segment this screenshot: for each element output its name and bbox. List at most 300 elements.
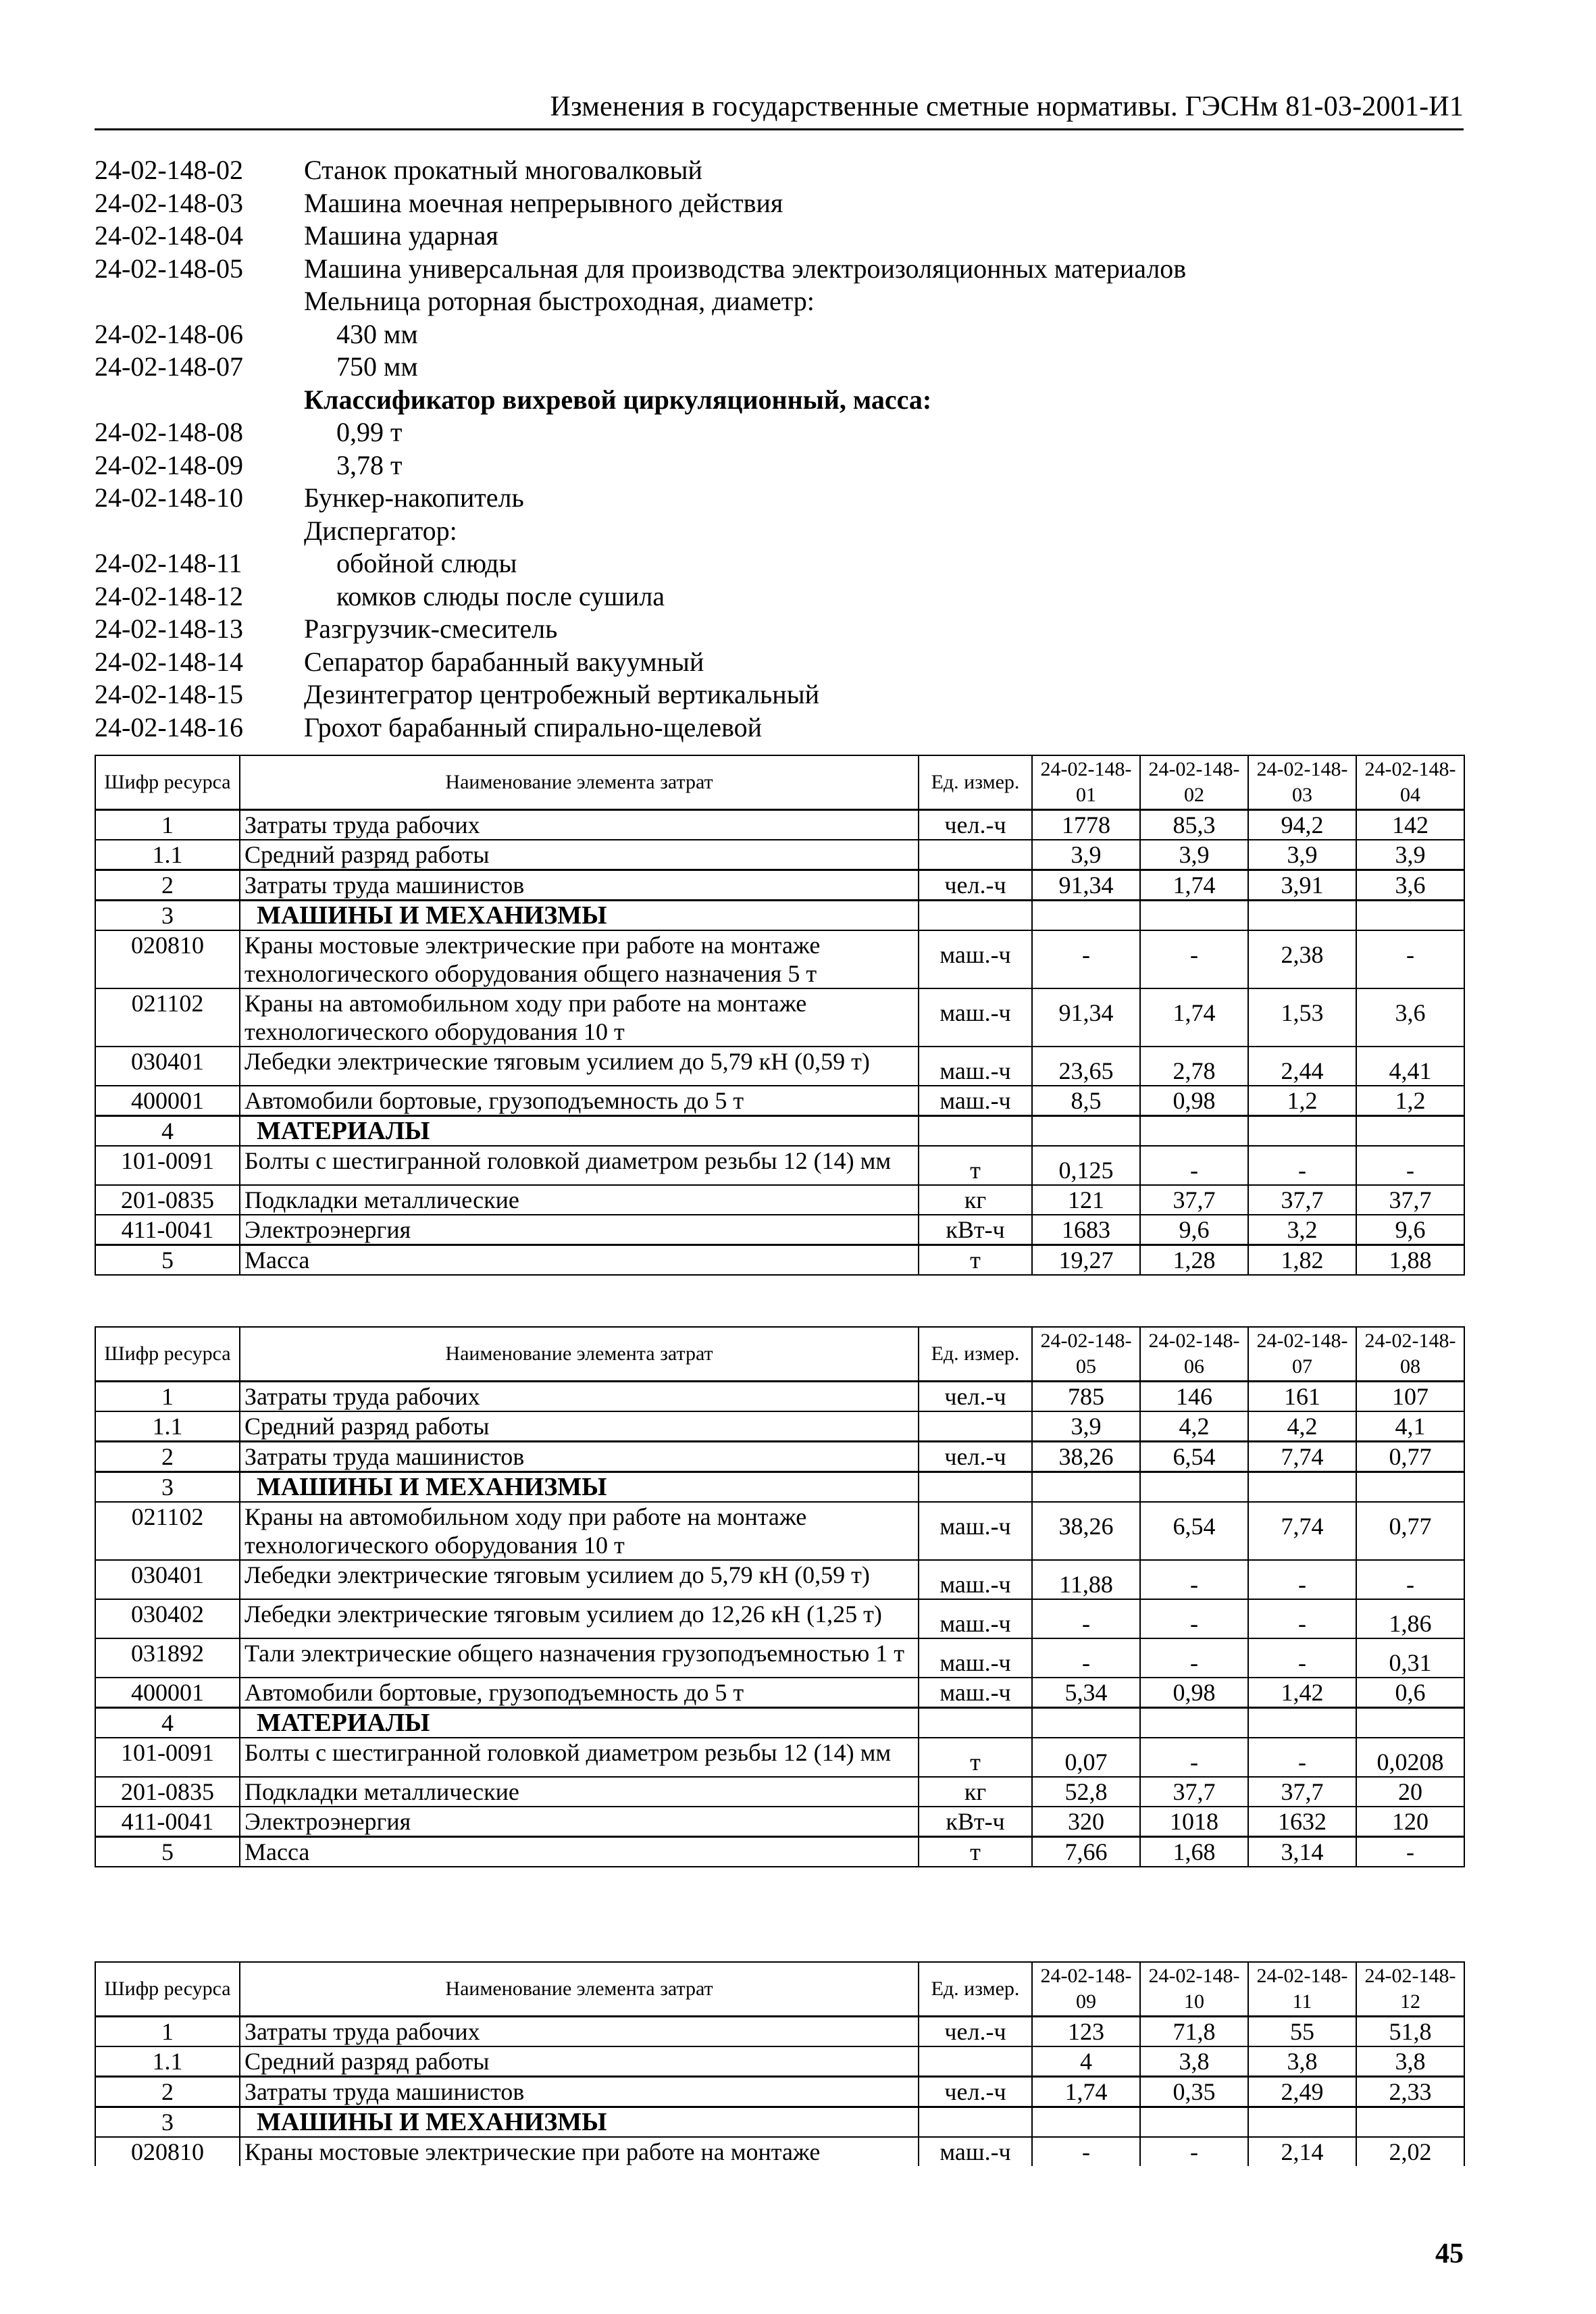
list-item-code: 24-02-148-13 [95, 613, 243, 644]
row-code: 030401 [95, 1560, 240, 1599]
row-value [1356, 2107, 1464, 2138]
table-row [95, 1411, 1464, 1442]
table-row [95, 1215, 1464, 1245]
row-code: 3 [95, 1472, 240, 1503]
table-row [95, 2107, 1464, 2138]
row-value: 71,8 [1140, 2017, 1248, 2047]
row-name: Тали электрические общего назначения грузоподъемностью 1 т [240, 1638, 919, 1678]
row-value: 3,14 [1248, 1837, 1356, 1867]
row-value: 38,26 [1032, 1502, 1140, 1560]
row-name: Средний разряд работы [240, 1411, 919, 1442]
row-name: Затраты труда машинистов [240, 1442, 919, 1472]
row-value: 2,38 [1248, 930, 1356, 988]
header-column-code: 24-02-148-01 [1032, 755, 1140, 810]
row-value: - [1140, 1599, 1248, 1638]
row-value: 51,8 [1356, 2017, 1464, 2047]
row-unit: кг [919, 1777, 1032, 1807]
header-column-code: 24-02-148-11 [1248, 1962, 1356, 2017]
row-value [1032, 901, 1140, 931]
row-unit: чел.-ч [919, 2077, 1032, 2107]
row-name: Подкладки металлические [240, 1185, 919, 1215]
table-row [95, 1708, 1464, 1738]
row-unit: маш.-ч [919, 988, 1032, 1047]
list-item-code: 24-02-148-16 [95, 711, 243, 743]
list-item-name: Станок прокатный многовалковый [304, 155, 702, 185]
row-unit [919, 1708, 1032, 1738]
table-row [95, 1777, 1464, 1807]
row-name: МАШИНЫ И МЕХАНИЗМЫ [240, 2107, 919, 2138]
row-value: 37,7 [1356, 1185, 1464, 1215]
row-value: 0,0208 [1356, 1738, 1464, 1777]
list-item-name: Диспергатор: [304, 515, 457, 546]
table-row [95, 1738, 1464, 1777]
row-unit: чел.-ч [919, 810, 1032, 840]
row-value: 123 [1032, 2017, 1140, 2047]
table-row [95, 1807, 1464, 1837]
row-name: МАШИНЫ И МЕХАНИЗМЫ [240, 901, 919, 931]
row-code: 101-0091 [95, 1146, 240, 1185]
list-item-name: Мельница роторная быстроходная, диаметр: [304, 286, 815, 316]
row-value: 146 [1140, 1382, 1248, 1412]
row-unit: маш.-ч [919, 930, 1032, 988]
list-item [95, 253, 1464, 286]
row-unit [919, 1116, 1032, 1147]
row-value: 3,8 [1356, 2046, 1464, 2077]
row-value: 3,8 [1140, 2046, 1248, 2077]
page-number: 45 [1435, 2238, 1464, 2269]
list-item-code [95, 384, 304, 417]
row-name: Затраты труда машинистов [240, 2077, 919, 2107]
row-value: - [1248, 1146, 1356, 1185]
row-value: 4,41 [1356, 1047, 1464, 1086]
list-item-code [95, 515, 304, 548]
row-value: 1,88 [1356, 1245, 1464, 1276]
row-value: 1,2 [1356, 1086, 1464, 1116]
row-value [1248, 901, 1356, 931]
header-column-code: 24-02-148-12 [1356, 1962, 1464, 2017]
header-column-code: 24-02-148-10 [1140, 1962, 1248, 2017]
row-value: - [1248, 1638, 1356, 1678]
row-value: 23,65 [1032, 1047, 1140, 1086]
row-value: 11,88 [1032, 1560, 1140, 1599]
row-value: 3,6 [1356, 988, 1464, 1047]
row-value: 161 [1248, 1382, 1356, 1412]
row-value: 2,49 [1248, 2077, 1356, 2107]
row-unit: маш.-ч [919, 1502, 1032, 1560]
row-value: 7,74 [1248, 1502, 1356, 1560]
list-item-code: 24-02-148-03 [95, 187, 243, 218]
row-value: 37,7 [1248, 1777, 1356, 1807]
row-code: 1 [95, 1382, 240, 1412]
row-value: 20 [1356, 1777, 1464, 1807]
row-name: Краны на автомобильном ходу при работе на монтаже технологического оборудования 10 т [240, 1502, 919, 1560]
row-code: 3 [95, 2107, 240, 2138]
row-code: 400001 [95, 1086, 240, 1116]
row-value: 1,28 [1140, 1245, 1248, 1276]
row-value: 1,68 [1140, 1837, 1248, 1867]
row-unit: т [919, 1146, 1032, 1185]
table-row [95, 1382, 1464, 1412]
list-item [95, 384, 1464, 417]
row-value: 1,74 [1032, 2077, 1140, 2107]
row-value: 3,8 [1248, 2046, 1356, 2077]
row-value [1356, 1708, 1464, 1738]
row-name: Лебедки электрические тяговым усилием до 5,79 кН (0,59 т) [240, 1047, 919, 1086]
row-value: 7,66 [1032, 1837, 1140, 1867]
row-value: 2,02 [1356, 2137, 1464, 2166]
row-value: 320 [1032, 1807, 1140, 1837]
row-value: 6,54 [1140, 1502, 1248, 1560]
row-code: 020810 [95, 930, 240, 988]
list-item-code: 24-02-148-12 [95, 580, 243, 611]
row-value: 85,3 [1140, 810, 1248, 840]
row-code: 400001 [95, 1678, 240, 1708]
row-value [1032, 1472, 1140, 1503]
row-value: 37,7 [1248, 1185, 1356, 1215]
row-value: 3,9 [1140, 840, 1248, 870]
row-unit: кг [919, 1185, 1032, 1215]
row-code: 1.1 [95, 2046, 240, 2077]
list-item-code: 24-02-148-02 [95, 155, 243, 185]
table-row [95, 2077, 1464, 2107]
row-value: 2,78 [1140, 1047, 1248, 1086]
row-value: 38,26 [1032, 1442, 1140, 1472]
row-unit: маш.-ч [919, 1599, 1032, 1638]
row-unit: чел.-ч [919, 1382, 1032, 1412]
row-unit: т [919, 1245, 1032, 1276]
row-value [1032, 1708, 1140, 1738]
list-item [95, 449, 1464, 482]
row-value: 2,14 [1248, 2137, 1356, 2166]
table-row [95, 2017, 1464, 2047]
row-value: 1,82 [1248, 1245, 1356, 1276]
row-value: 0,77 [1356, 1502, 1464, 1560]
row-value: 52,8 [1032, 1777, 1140, 1807]
row-unit [919, 840, 1032, 870]
row-name: Затраты труда рабочих [240, 810, 919, 840]
list-item [95, 613, 1464, 646]
row-value: 3,91 [1248, 870, 1356, 901]
row-unit: кВт-ч [919, 1215, 1032, 1245]
list-item-code: 24-02-148-11 [95, 548, 242, 578]
cost-table-2 [95, 1326, 1465, 1867]
row-value: 0,77 [1356, 1442, 1464, 1472]
row-value: 19,27 [1032, 1245, 1140, 1276]
row-code: 031892 [95, 1638, 240, 1678]
row-value: 91,34 [1032, 870, 1140, 901]
row-name: Средний разряд работы [240, 840, 919, 870]
row-name: Болты с шестигранной головкой диаметром резьбы 12 (14) мм [240, 1738, 919, 1777]
list-item-name: 750 мм [336, 351, 418, 382]
list-item-name: Бункер-накопитель [304, 482, 524, 513]
row-code: 1 [95, 2017, 240, 2047]
row-value: - [1248, 1599, 1356, 1638]
row-value: 1,86 [1356, 1599, 1464, 1638]
row-value [1140, 901, 1248, 931]
table-row [95, 988, 1464, 1047]
resource-list [95, 154, 1464, 744]
table-row [95, 1116, 1464, 1147]
list-item [95, 187, 1464, 220]
table-row [95, 1245, 1464, 1276]
table-row [95, 1599, 1464, 1638]
list-item-name: Грохот барабанный спирально-щелевой [304, 711, 762, 743]
row-code: 201-0835 [95, 1777, 240, 1807]
row-value: - [1140, 1638, 1248, 1678]
row-name: Краны мостовые электрические при работе на монтаже технологического оборудования общего назначения 5 т [240, 930, 919, 988]
row-value [1248, 2107, 1356, 2138]
list-item-name: Классификатор вихревой циркуляционный, масса: [304, 384, 932, 415]
list-item [95, 547, 1464, 580]
row-name: Затраты труда рабочих [240, 1382, 919, 1412]
row-code: 021102 [95, 1502, 240, 1560]
row-value [1140, 2107, 1248, 2138]
table-row [95, 930, 1464, 988]
row-value [1140, 1472, 1248, 1503]
row-code: 4 [95, 1708, 240, 1738]
list-item [95, 711, 1464, 745]
row-code: 101-0091 [95, 1738, 240, 1777]
list-item-name: Разгрузчик-смеситель [304, 613, 558, 644]
row-code: 2 [95, 870, 240, 901]
row-value: - [1140, 2137, 1248, 2166]
table-row [95, 1047, 1464, 1086]
row-unit [919, 2046, 1032, 2077]
row-name: Подкладки металлические [240, 1777, 919, 1807]
table-row [95, 1560, 1464, 1599]
row-code: 1.1 [95, 840, 240, 870]
header-column-code: 24-02-148-02 [1140, 755, 1248, 810]
row-value: 1,74 [1140, 870, 1248, 901]
row-value: 1778 [1032, 810, 1140, 840]
row-code: 020810 [95, 2137, 240, 2166]
row-value [1140, 1708, 1248, 1738]
row-value: 9,6 [1356, 1215, 1464, 1245]
list-item-name: Сепаратор барабанный вакуумный [304, 646, 704, 677]
row-value: - [1032, 2137, 1140, 2166]
row-value [1248, 1116, 1356, 1147]
list-item-code [95, 285, 304, 318]
table-row [95, 840, 1464, 870]
row-name: МАШИНЫ И МЕХАНИЗМЫ [240, 1472, 919, 1503]
list-item-code: 24-02-148-04 [95, 220, 243, 251]
list-item-name: Дезинтегратор центробежный вертикальный [304, 679, 819, 709]
row-value: 5,34 [1032, 1678, 1140, 1708]
header-column-code: 24-02-148-05 [1032, 1327, 1140, 1382]
row-unit: чел.-ч [919, 2017, 1032, 2047]
header-unit: Ед. измер. [919, 755, 1032, 810]
list-item-code: 24-02-148-10 [95, 482, 243, 513]
row-value: 1,42 [1248, 1678, 1356, 1708]
list-item-name: комков слюды после сушила [336, 580, 665, 611]
row-value: 121 [1032, 1185, 1140, 1215]
row-code: 4 [95, 1116, 240, 1147]
row-value: 3,9 [1032, 1411, 1140, 1442]
list-item-code: 24-02-148-06 [95, 318, 243, 349]
row-value: 2,44 [1248, 1047, 1356, 1086]
row-value: - [1356, 930, 1464, 988]
row-name: Электроэнергия [240, 1215, 919, 1245]
row-value: 785 [1032, 1382, 1140, 1412]
row-value: 3,9 [1032, 840, 1140, 870]
row-name: Лебедки электрические тяговым усилием до 5,79 кН (0,59 т) [240, 1560, 919, 1599]
row-value: 0,98 [1140, 1086, 1248, 1116]
row-value: 1,2 [1248, 1086, 1356, 1116]
table-row [95, 1472, 1464, 1503]
row-value: 3,6 [1356, 870, 1464, 901]
row-name: Автомобили бортовые, грузоподъемность до 5 т [240, 1678, 919, 1708]
row-unit: маш.-ч [919, 1678, 1032, 1708]
row-unit: маш.-ч [919, 1638, 1032, 1678]
row-name: Средний разряд работы [240, 2046, 919, 2077]
header-cipher: Шифр ресурса [95, 1327, 240, 1382]
header-name: Наименование элемента затрат [240, 1962, 919, 2017]
row-value: - [1356, 1837, 1464, 1867]
list-item-code: 24-02-148-08 [95, 417, 243, 447]
row-code: 411-0041 [95, 1215, 240, 1245]
cost-table-1 [95, 755, 1465, 1276]
header-column-code: 24-02-148-04 [1356, 755, 1464, 810]
list-item-code: 24-02-148-05 [95, 253, 243, 284]
row-code: 021102 [95, 988, 240, 1047]
row-name: МАТЕРИАЛЫ [240, 1708, 919, 1738]
row-value: 1632 [1248, 1807, 1356, 1837]
row-name: Масса [240, 1837, 919, 1867]
row-value: - [1032, 930, 1140, 988]
row-unit: маш.-ч [919, 2137, 1032, 2166]
row-value: - [1356, 1146, 1464, 1185]
header-column-code: 24-02-148-09 [1032, 1962, 1140, 2017]
row-code: 5 [95, 1245, 240, 1276]
row-value: 4,1 [1356, 1411, 1464, 1442]
row-value: 55 [1248, 2017, 1356, 2047]
row-value: 9,6 [1140, 1215, 1248, 1245]
list-item-name: Машина ударная [304, 220, 498, 251]
row-code: 411-0041 [95, 1807, 240, 1837]
list-item-name: 3,78 т [336, 449, 403, 480]
row-code: 2 [95, 2077, 240, 2107]
list-item-name: Машина моечная непрерывного действия [304, 187, 783, 218]
row-value: - [1032, 1638, 1140, 1678]
list-item [95, 351, 1464, 384]
row-value: 0,35 [1140, 2077, 1248, 2107]
row-code: 1 [95, 810, 240, 840]
row-value: 0,125 [1032, 1146, 1140, 1185]
row-value: - [1140, 930, 1248, 988]
running-header [95, 86, 1464, 130]
row-value: 3,9 [1356, 840, 1464, 870]
row-value: 1,53 [1248, 988, 1356, 1047]
row-value: 120 [1356, 1807, 1464, 1837]
row-value: 0,98 [1140, 1678, 1248, 1708]
header-name: Наименование элемента затрат [240, 755, 919, 810]
row-value: 7,74 [1248, 1442, 1356, 1472]
row-value: 0,6 [1356, 1678, 1464, 1708]
row-unit: маш.-ч [919, 1086, 1032, 1116]
table-row [95, 1502, 1464, 1560]
row-value [1356, 1472, 1464, 1503]
list-item [95, 482, 1464, 515]
row-value: 4,2 [1140, 1411, 1248, 1442]
row-value: - [1356, 1560, 1464, 1599]
table-row [95, 2137, 1464, 2166]
row-value: - [1248, 1738, 1356, 1777]
row-value: 4 [1032, 2046, 1140, 2077]
row-code: 5 [95, 1837, 240, 1867]
list-item [95, 646, 1464, 679]
header-cipher: Шифр ресурса [95, 755, 240, 810]
table-row [95, 1185, 1464, 1215]
list-item-name: 430 мм [336, 318, 418, 349]
row-value: 94,2 [1248, 810, 1356, 840]
row-value: 107 [1356, 1382, 1464, 1412]
row-unit: маш.-ч [919, 1560, 1032, 1599]
header-unit: Ед. измер. [919, 1962, 1032, 2017]
row-value: 0,07 [1032, 1738, 1140, 1777]
row-value: - [1140, 1738, 1248, 1777]
header-name: Наименование элемента затрат [240, 1327, 919, 1382]
list-item-code: 24-02-148-15 [95, 679, 243, 709]
row-unit: чел.-ч [919, 870, 1032, 901]
header-column-code: 24-02-148-06 [1140, 1327, 1248, 1382]
row-code: 201-0835 [95, 1185, 240, 1215]
row-value: 37,7 [1140, 1185, 1248, 1215]
row-name: Затраты труда машинистов [240, 870, 919, 901]
row-value: 3,2 [1248, 1215, 1356, 1245]
table-row [95, 1086, 1464, 1116]
row-value: - [1140, 1146, 1248, 1185]
list-item-code: 24-02-148-09 [95, 449, 243, 480]
row-unit [919, 1411, 1032, 1442]
row-value: 1683 [1032, 1215, 1140, 1245]
row-unit [919, 2107, 1032, 2138]
row-value [1248, 1472, 1356, 1503]
row-code: 030402 [95, 1599, 240, 1638]
row-value: 1018 [1140, 1807, 1248, 1837]
list-item [95, 285, 1464, 318]
list-item [95, 220, 1464, 253]
row-code: 3 [95, 901, 240, 931]
list-item [95, 580, 1464, 613]
header-cipher: Шифр ресурса [95, 1962, 240, 2017]
row-value: - [1248, 1560, 1356, 1599]
list-item [95, 416, 1464, 449]
row-value: 6,54 [1140, 1442, 1248, 1472]
table-row [95, 901, 1464, 931]
table-row [95, 1442, 1464, 1472]
row-unit [919, 1472, 1032, 1503]
row-value: 91,34 [1032, 988, 1140, 1047]
row-name: Затраты труда рабочих [240, 2017, 919, 2047]
row-value [1140, 1116, 1248, 1147]
row-value [1356, 1116, 1464, 1147]
row-value: 4,2 [1248, 1411, 1356, 1442]
header-column-code: 24-02-148-07 [1248, 1327, 1356, 1382]
table-row [95, 870, 1464, 901]
row-value: 8,5 [1032, 1086, 1140, 1116]
list-item-name: 0,99 т [336, 417, 403, 447]
row-name: Краны на автомобильном ходу при работе на монтаже технологического оборудования 10 т [240, 988, 919, 1047]
row-name: МАТЕРИАЛЫ [240, 1116, 919, 1147]
row-unit [919, 901, 1032, 931]
table-row [95, 2046, 1464, 2077]
row-name: Болты с шестигранной головкой диаметром резьбы 12 (14) мм [240, 1146, 919, 1185]
row-value: 3,9 [1248, 840, 1356, 870]
header-title: Изменения в государственные сметные нормативы. ГЭСНм 81-03-2001-И1 [550, 91, 1464, 122]
row-code: 1.1 [95, 1411, 240, 1442]
table-row [95, 1837, 1464, 1867]
row-value: - [1140, 1560, 1248, 1599]
